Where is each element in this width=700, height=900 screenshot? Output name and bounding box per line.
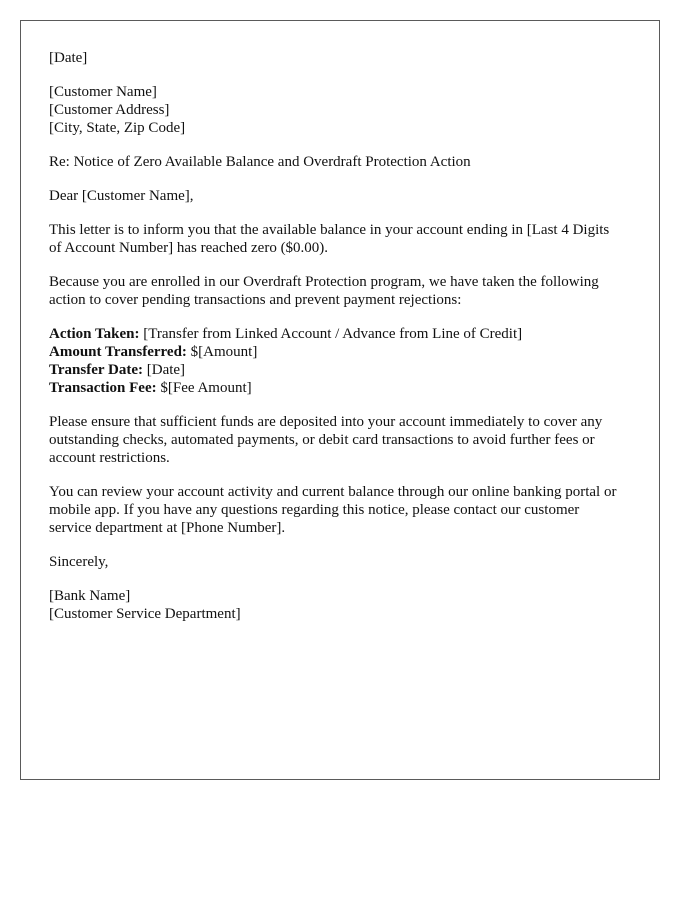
paragraph-overdraft-enrollment: Because you are enrolled in our Overdraft Protection program, we have taken the following action to cover pending transactions and prevent payment rejections: (49, 274, 599, 308)
detail-date-value: [Date] (143, 362, 186, 378)
letter-closing: Sincerely, (49, 554, 109, 570)
detail-action-label: Action Taken: (49, 326, 140, 342)
recipient-address: [Customer Address] (49, 102, 170, 118)
recipient-block (49, 83, 619, 137)
paragraph-balance-notice: This letter is to inform you that the available balance in your account ending in [Last 4 Digits of Account Number] has reached zero ($0.00). (49, 222, 610, 256)
signature-block (49, 587, 619, 623)
detail-amount-value: $[Amount] (186, 344, 258, 360)
transaction-details (49, 325, 619, 397)
detail-fee-value: $[Fee Amount] (156, 380, 252, 396)
detail-action-value: [Transfer from Linked Account / Advance from Line of Credit] (139, 326, 523, 342)
detail-amount-transferred (49, 343, 619, 361)
paragraph-contact-info: You can review your account activity and current balance through our online banking portal or mobile app. If you have any questions regarding this notice, please contact our customer service department at [Phone Number]. (49, 484, 617, 536)
paragraph-deposit-request: Please ensure that sufficient funds are deposited into your account immediately to cover any outstanding checks, automated payments, or debit card transactions to avoid further fees or account restrictions. (49, 414, 603, 466)
letter-page (20, 20, 660, 780)
detail-action-taken (49, 325, 619, 343)
detail-fee-label: Transaction Fee: (49, 380, 157, 396)
letter-subject: Re: Notice of Zero Available Balance and Overdraft Protection Action (49, 154, 471, 170)
recipient-city-state-zip: [City, State, Zip Code] (49, 120, 186, 136)
detail-date-label: Transfer Date: (49, 362, 143, 378)
detail-transaction-fee (49, 379, 619, 397)
letter-date: [Date] (49, 50, 88, 66)
detail-transfer-date (49, 361, 619, 379)
letter-body (49, 49, 619, 639)
letter-salutation: Dear [Customer Name], (49, 188, 194, 204)
detail-amount-label: Amount Transferred: (49, 344, 187, 360)
recipient-name: [Customer Name] (49, 84, 157, 100)
signature-department: [Customer Service Department] (49, 606, 241, 622)
signature-bank-name: [Bank Name] (49, 588, 131, 604)
